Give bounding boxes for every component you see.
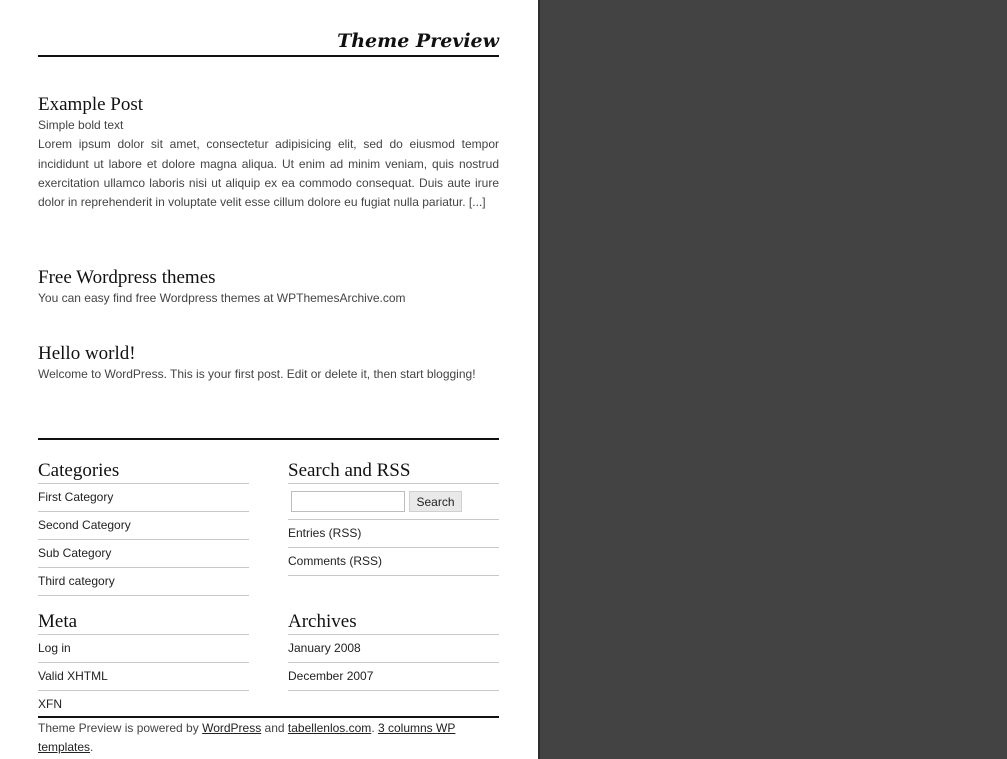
post-body: Lorem ipsum dolor sit amet, consectetur adipisicing elit, sed do eiusmod tempor incididunt ut labore et dolore magna aliqua. Ut enim ad minim veniam, quis nostrud exercitation ullamco laboris nisi ut aliquip ex ea commodo consequat. Duis aute irure dolor in reprehenderit in voluptate velit esse cillum dolore eu fugiat nulla pariatur. [...]: [38, 137, 499, 210]
post-subtitle: Simple bold text: [38, 118, 124, 132]
archive-link[interactable]: January 2008: [288, 635, 499, 663]
meta-link[interactable]: XFN: [38, 697, 62, 711]
widget-search-rss: [288, 460, 499, 576]
search-button[interactable]: Search: [409, 491, 462, 512]
search-input[interactable]: [291, 491, 405, 512]
footer-text: .: [371, 721, 378, 735]
content-rule: [38, 438, 499, 440]
category-link[interactable]: Sub Category: [38, 540, 249, 568]
category-link[interactable]: Second Category: [38, 512, 249, 540]
widget-title: Archives: [288, 611, 499, 635]
post-title[interactable]: Example Post: [38, 94, 144, 115]
category-link[interactable]: First Category: [38, 484, 249, 512]
post-hello-world: [38, 343, 499, 384]
post-body: Welcome to WordPress. This is your first post. Edit or delete it, then start blogging!: [38, 367, 476, 381]
footer: [38, 719, 499, 757]
meta-link[interactable]: Log in: [38, 635, 249, 663]
widget-title: Meta: [38, 611, 249, 635]
dark-side-panel: [538, 0, 1007, 759]
rss-link[interactable]: Comments (RSS): [288, 548, 499, 576]
search-form: [288, 484, 499, 520]
footer-text: .: [90, 740, 94, 754]
footer-text: Theme Preview is powered by: [38, 721, 203, 735]
post-title[interactable]: Hello world!: [38, 343, 136, 364]
header-rule: [38, 55, 499, 57]
rss-link[interactable]: Entries (RSS): [288, 520, 499, 548]
post-title[interactable]: Free Wordpress themes: [38, 267, 216, 288]
site-title[interactable]: Theme Preview: [337, 30, 499, 52]
tabellenlos-link[interactable]: tabellenlos.com: [287, 721, 372, 735]
post-example: [38, 94, 499, 212]
archive-link[interactable]: December 2007: [288, 663, 499, 691]
wordpress-link[interactable]: WordPress: [202, 721, 262, 735]
post-body: You can easy find free Wordpress themes at WPThemesArchive.com: [38, 291, 406, 305]
widget-archives: [288, 611, 499, 691]
meta-link[interactable]: Valid XHTML: [38, 663, 249, 691]
templates-link[interactable]: 3 columns WP templates: [38, 721, 456, 754]
widget-title: Categories: [38, 460, 249, 484]
widget-meta: [38, 611, 249, 718]
widget-categories: [38, 460, 249, 596]
widget-title: Search and RSS: [288, 460, 499, 484]
footer-rule: [38, 716, 499, 718]
post-free-themes: [38, 267, 499, 308]
footer-text: and: [261, 721, 288, 735]
category-link[interactable]: Third category: [38, 568, 249, 596]
